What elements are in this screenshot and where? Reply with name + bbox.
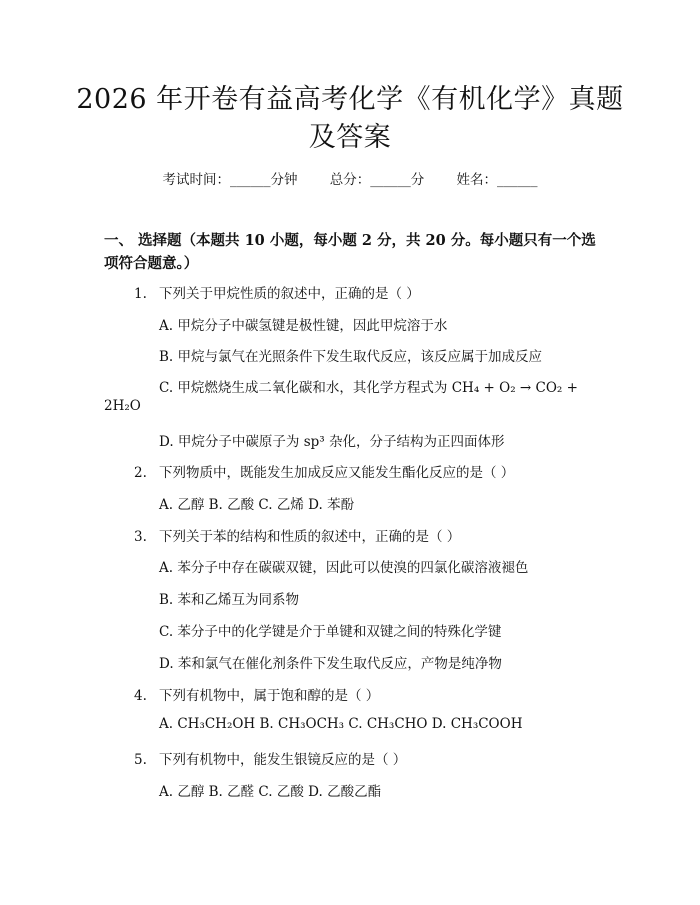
question-1-option-a: A. 甲烷分子中碳氢键是极性键，因此甲烷溶于水 <box>159 318 448 334</box>
question-4 <box>134 684 379 704</box>
question-2-options: A. 乙醇 B. 乙酸 C. 乙烯 D. 苯酚 <box>159 497 355 513</box>
section-heading: 一、 选择题（本题共 10 小题，每小题 2 分，共 20 分。每小题只有一个选项符合题意。） <box>104 232 596 272</box>
question-text: 下列物质中，既能发生加成反应又能发生酯化反应的是（ ） <box>159 465 515 481</box>
question-5-options: A. 乙醇 B. 乙醛 C. 乙酸 D. 乙酸乙酯 <box>159 784 382 800</box>
question-3 <box>134 525 460 545</box>
exam-time: 考试时间：______分钟 <box>162 172 298 188</box>
exam-meta <box>0 168 700 188</box>
question-number: 4. <box>134 688 147 704</box>
question-5 <box>134 748 406 768</box>
question-1-option-b: B. 甲烷与氯气在光照条件下发生取代反应，该反应属于加成反应 <box>159 349 543 365</box>
document-title-line-1: 2026 年开卷有益高考化学《有机化学》真题 <box>76 84 624 115</box>
question-3-option-a: A. 苯分子中存在碳碳双键，因此可以使溴的四氯化碳溶液褪色 <box>159 560 529 576</box>
exam-score: 总分：______分 <box>329 172 425 188</box>
exam-name: 姓名：______ <box>456 172 538 188</box>
question-text: 下列关于甲烷性质的叙述中，正确的是（ ） <box>159 286 420 302</box>
question-number: 3. <box>134 529 147 545</box>
question-3-option-d: D. 苯和氯气在催化剂条件下发生取代反应，产物是纯净物 <box>159 656 502 672</box>
question-1 <box>134 282 420 302</box>
question-1-option-c-continuation: 2H₂O <box>104 398 141 414</box>
document-title-line-2: 及答案 <box>308 122 392 153</box>
question-3-option-c: C. 苯分子中的化学键是介于单键和双键之间的特殊化学键 <box>159 624 502 640</box>
question-1-option-d: D. 甲烷分子中碳原子为 sp³ 杂化，分子结构为正四面体形 <box>159 434 505 450</box>
question-2 <box>134 461 514 481</box>
question-text: 下列有机物中，属于饱和醇的是（ ） <box>159 688 380 704</box>
question-4-options: A. CH₃CH₂OH B. CH₃OCH₃ C. CH₃CHO D. CH₃COOH <box>159 716 523 732</box>
question-text: 下列有机物中，能发生银镜反应的是（ ） <box>159 752 407 768</box>
question-3-option-b: B. 苯和乙烯互为同系物 <box>159 592 300 608</box>
question-text: 下列关于苯的结构和性质的叙述中，正确的是（ ） <box>159 529 461 545</box>
question-number: 1. <box>134 286 147 302</box>
question-number: 5. <box>134 752 147 768</box>
question-1-option-c: C. 甲烷燃烧生成二氧化碳和水，其化学方程式为 CH₄ + O₂ → CO₂ + <box>159 380 578 396</box>
question-number: 2. <box>134 465 147 481</box>
